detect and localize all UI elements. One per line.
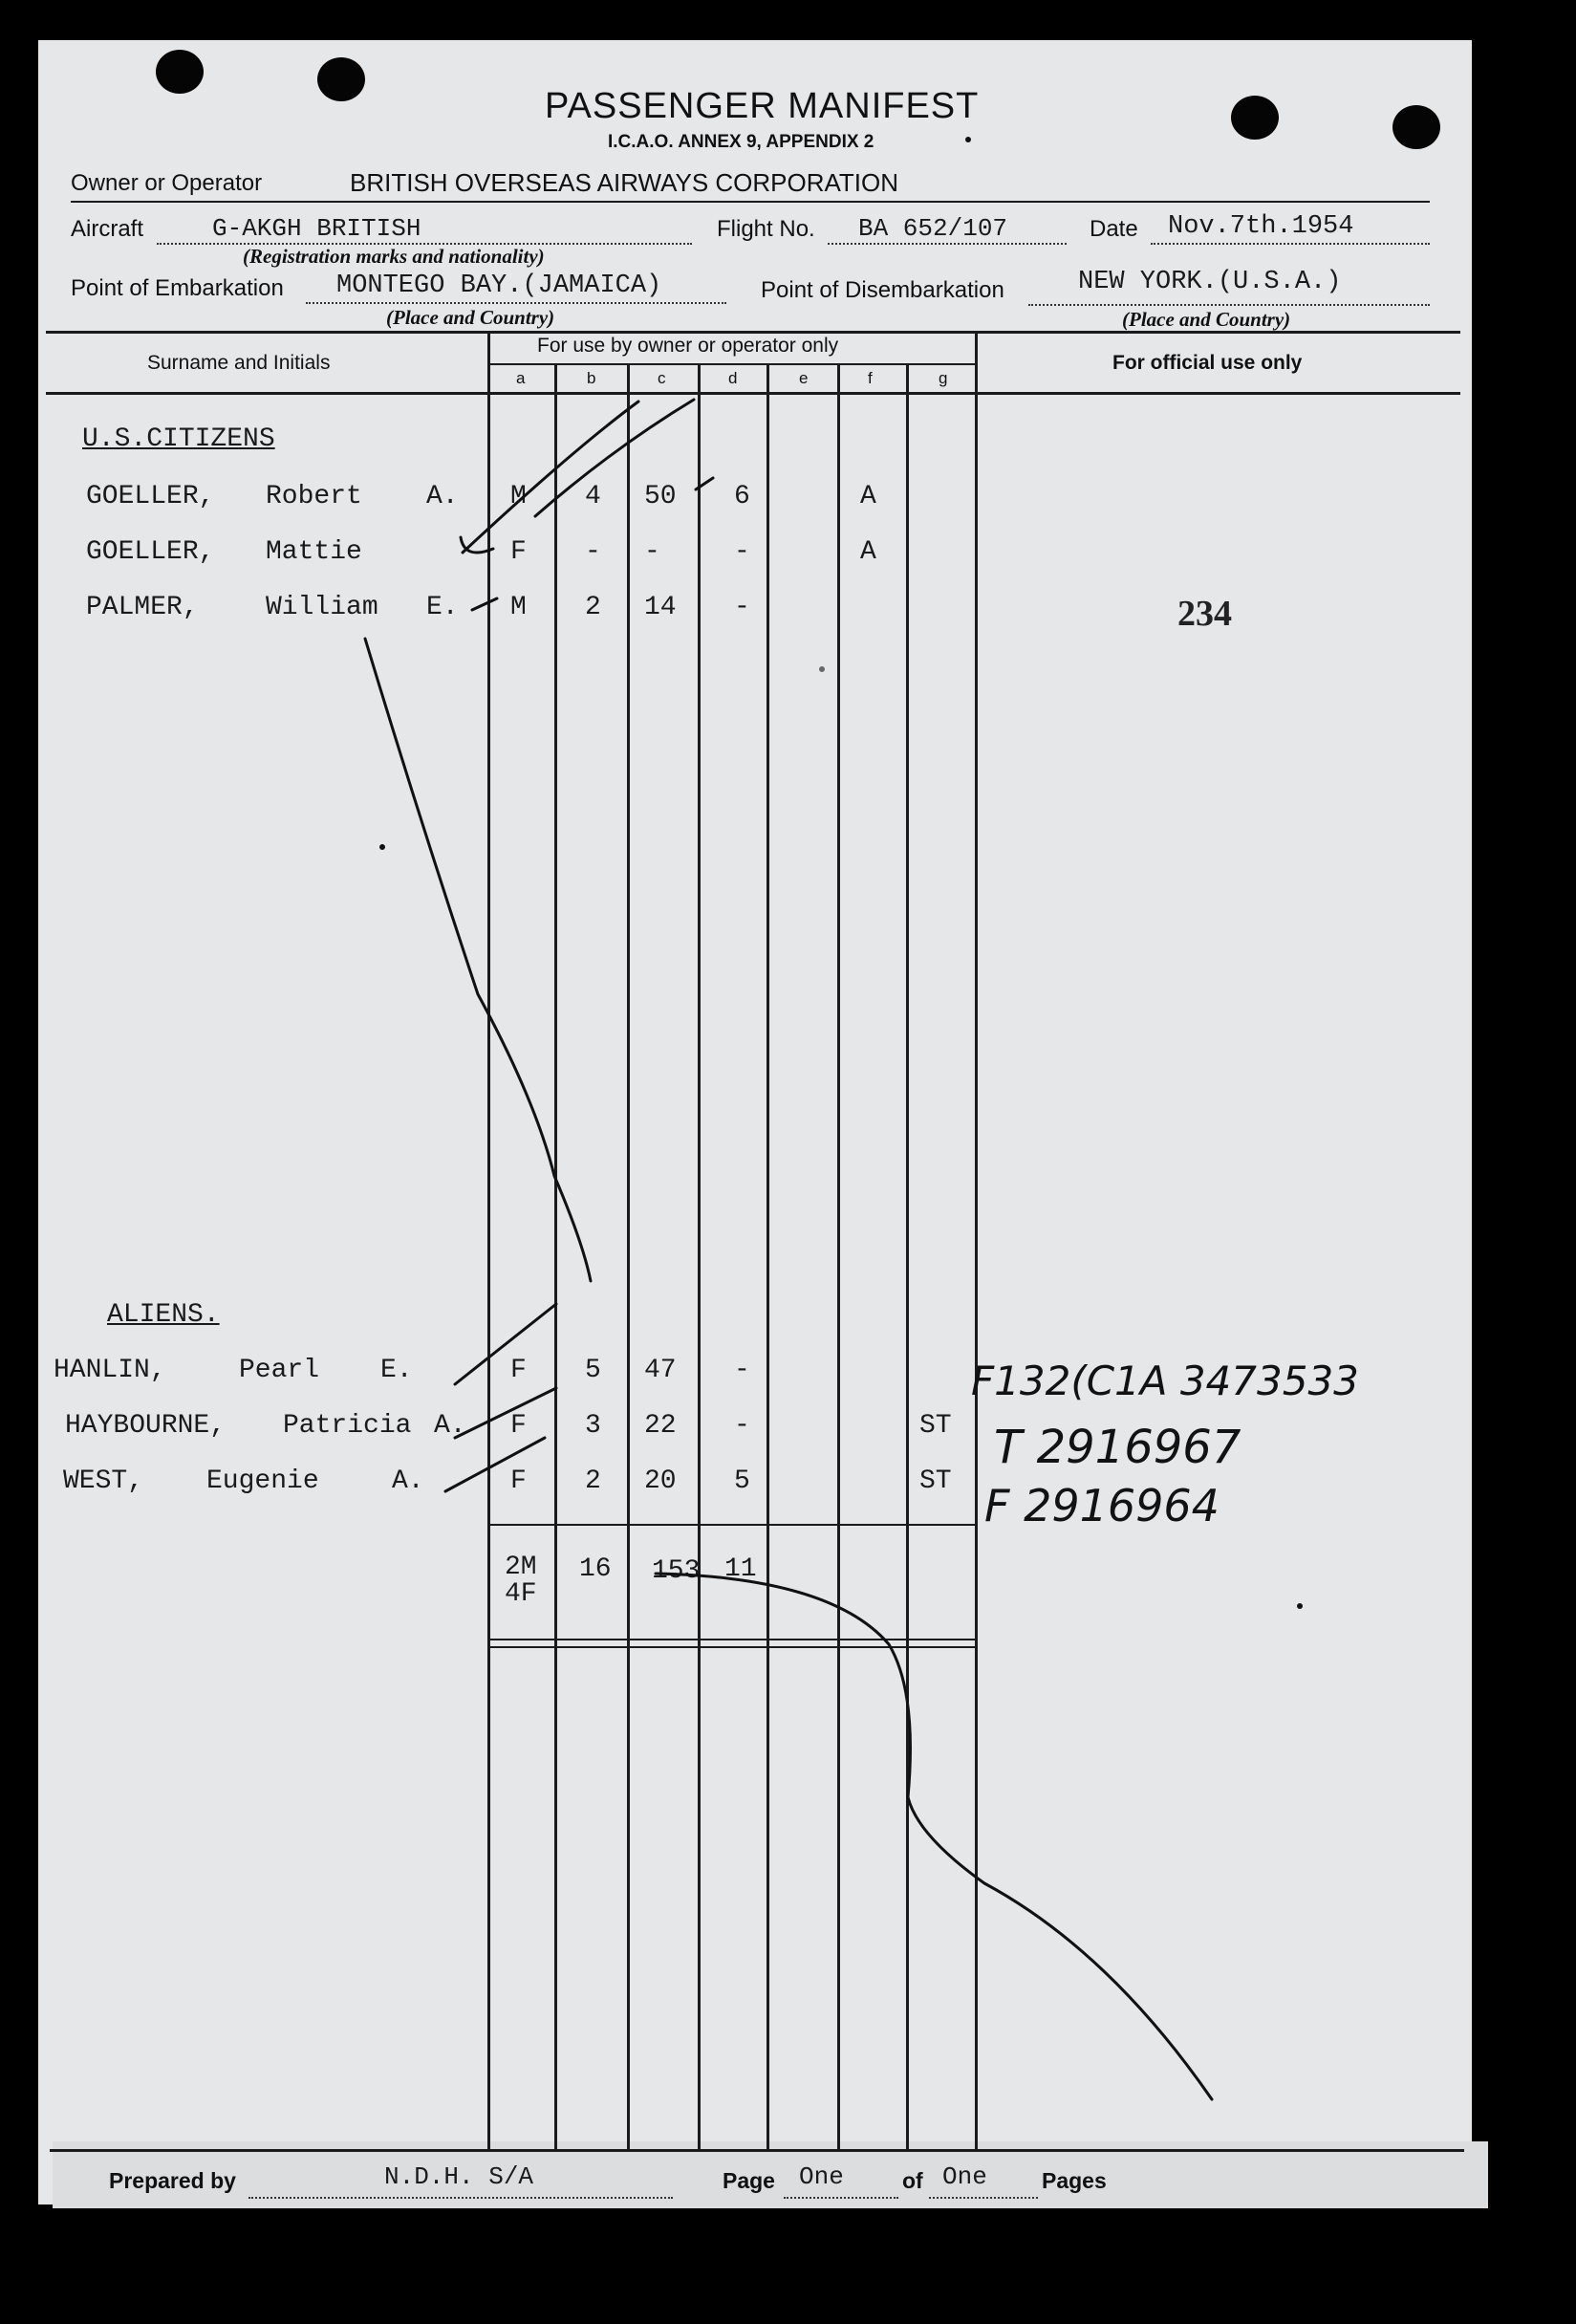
passenger-surname: PALMER, [86,593,199,622]
prepared-label: Prepared by [109,2168,236,2193]
passenger-field-b: 4 [585,482,601,511]
ink-dot [965,137,971,142]
passenger-given-name: Mattie [266,537,362,567]
tick-mark-ditto [696,478,713,489]
disembark-label: Point of Disembarkation [761,277,1004,303]
aircraft-note: (Registration marks and nationality) [243,245,545,268]
passenger-field-c: 22 [644,1411,677,1441]
passenger-surname: GOELLER, [86,482,215,511]
page-label: Page [723,2168,775,2193]
sub-column-header-g: g [939,369,948,387]
passenger-field-a: M [510,482,527,511]
check-stroke [535,400,694,516]
disembark-value: NEW YORK.(U.S.A.) [1078,268,1342,296]
passenger-initial: A. [434,1411,466,1441]
passenger-field-c: 14 [644,593,677,622]
ink-dot [819,666,825,672]
passenger-surname: HAYBOURNE, [65,1411,227,1441]
total-d: 11 [724,1554,757,1584]
page-subtitle: I.C.A.O. ANNEX 9, APPENDIX 2 [608,132,874,152]
sub-column-header-f: f [868,369,873,387]
sub-column-header-d: d [728,369,738,387]
check-stroke [472,598,497,610]
embark-value: MONTEGO BAY.(JAMAICA) [336,271,662,300]
passenger-field-f: A [860,537,876,567]
passenger-field-d: - [734,537,750,567]
embark-note: (Place and Country) [386,306,555,329]
passenger-field-d: - [734,593,750,622]
long-line-stroke [365,639,591,1281]
check-stroke [455,1388,556,1438]
passenger-field-d: 5 [734,1466,750,1496]
sub-column-header-a: a [516,369,526,387]
passenger-field-b: 5 [585,1356,601,1385]
date-label: Date [1090,216,1138,242]
total-b: 16 [579,1554,612,1584]
passenger-initial: E. [426,593,459,622]
passenger-field-b: 3 [585,1411,601,1441]
passenger-field-g: ST [919,1411,952,1441]
handwritten-note-2: T 2916967 [994,1421,1241,1474]
page-title: PASSENGER MANIFEST [545,86,980,126]
passenger-initial: A. [426,482,459,511]
passenger-surname: GOELLER, [86,537,215,567]
passenger-given-name: Patricia [283,1411,412,1441]
passenger-field-c: - [644,537,660,567]
passenger-given-name: Eugenie [206,1466,319,1496]
sub-column-header-c: c [658,369,666,387]
ink-dot [1297,1603,1303,1609]
passenger-initial: E. [380,1356,413,1385]
check-stroke [445,1438,545,1491]
pages-label: Pages [1042,2168,1107,2193]
sub-column-header-e: e [799,369,809,387]
embark-label: Point of Embarkation [71,275,284,301]
column-header-surname: Surname and Initials [147,352,331,374]
handwritten-note-3: F 2916964 [984,1480,1220,1531]
total-a-line2: 4F [505,1579,537,1609]
footer-rule [50,2149,1464,2152]
column-header-owner-use: For use by owner or operator only [537,335,839,357]
passenger-given-name: Robert [266,482,362,511]
sub-column-header-b: b [587,369,596,387]
total-c: 153 [652,1556,701,1586]
passenger-initial: A. [392,1466,424,1496]
page-value: One [799,2162,844,2191]
passenger-field-d: - [734,1356,750,1385]
passenger-field-a: M [510,593,527,622]
passenger-surname: HANLIN, [54,1356,166,1385]
passenger-field-a: F [510,1411,527,1441]
owner-value: BRITISH OVERSEAS AIRWAYS CORPORATION [350,168,899,197]
passenger-field-f: A [860,482,876,511]
aircraft-label: Aircraft [71,216,144,242]
passenger-given-name: Pearl [239,1356,320,1385]
passenger-field-b: 2 [585,1466,601,1496]
date-value: Nov.7th.1954 [1168,212,1354,241]
ink-dot [379,844,385,850]
long-line-stroke [656,1574,1212,2099]
total-a-line1: 2M [505,1553,537,1582]
passenger-field-c: 20 [644,1466,677,1496]
of-label: of [902,2168,923,2193]
passenger-field-a: F [510,537,527,567]
check-stroke [463,402,638,553]
section-heading-us-citizens: U.S.CITIZENS [82,424,275,454]
column-header-official: For official use only [1112,352,1303,374]
section-heading-aliens: ALIENS. [107,1300,220,1330]
passenger-field-c: 47 [644,1356,677,1385]
passenger-given-name: William [266,593,378,622]
passenger-field-d: 6 [734,482,750,511]
handwritten-note-1: F132(C1A 3473533 [971,1357,1359,1404]
passenger-field-a: F [510,1466,527,1496]
prepared-value: N.D.H. S/A [384,2162,534,2191]
passenger-surname: WEST, [63,1466,144,1496]
check-stroke [455,1304,556,1384]
flight-label: Flight No. [717,216,815,242]
disembark-note: (Place and Country) [1122,308,1291,331]
passenger-field-a: F [510,1356,527,1385]
official-stamp-number: 234 [1177,594,1232,634]
aircraft-value: G-AKGH BRITISH [212,214,421,243]
passenger-field-d: - [734,1411,750,1441]
owner-label: Owner or Operator [71,170,263,196]
flight-value: BA 652/107 [858,214,1008,243]
passenger-field-b: 2 [585,593,601,622]
passenger-field-g: ST [919,1466,952,1496]
passenger-field-b: - [585,537,601,567]
of-value: One [942,2162,987,2191]
passenger-field-c: 50 [644,482,677,511]
